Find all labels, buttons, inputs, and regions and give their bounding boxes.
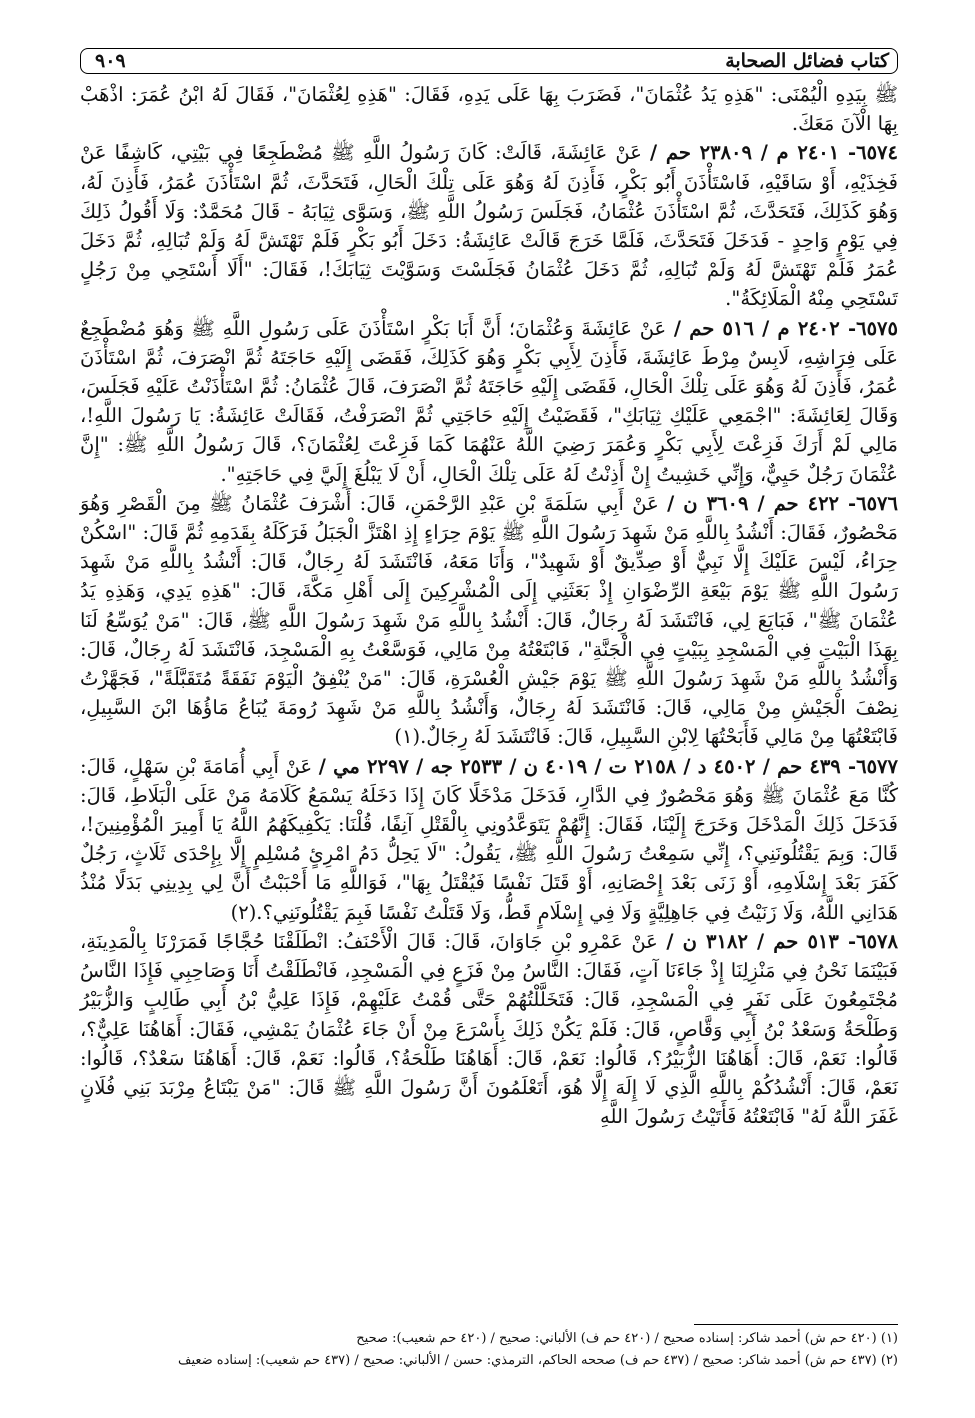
hadith-text: عَنْ عَائِشَةَ، قَالَتْ: كَانَ رَسُولُ اللَّهِ ﷺ مُضْطَجِعًا فِي بَيْتِي، كَاشِفًا عَنْ فَخِذَيْهِ، أَوْ سَاقَيْهِ، فَاسْتَأْذَنَ أَبُو بَكْرٍ، فَأَذِنَ لَهُ وَهُوَ عَلَى تِلْكَ الْحَالِ، فَتَحَدَّثَ، ثُمَّ اسْتَأْذَنَ عُمَرُ، فَأَذِنَ لَهُ، وَهُوَ كَذَلِكَ، فَتَحَدَّثَ، ثُمَّ اسْتَأْذَنَ عُثْمَانُ، فَجَلَسَ رَسُولُ اللَّهِ ﷺ، وَسَوَّى ثِيَابَهُ - قَالَ مُحَمَّدٌ: وَلَا أَقُولُ ذَلِكَ فِي يَوْمٍ وَاحِدٍ - فَدَخَلَ فَتَحَدَّثَ، فَلَمَّا خَرَجَ قَالَتْ عَائِشَةُ: دَخَلَ أَبُو بَكْرٍ فَلَمْ تَهْتَشَّ لَهُ وَلَمْ تُبَالِهِ، ثُمَّ دَخَلَ عُمَرُ فَلَمْ تَهْتَشَّ لَهُ وَلَمْ تُبَالِهِ، ثُمَّ دَخَلَ عُثْمَانُ فَجَلَسْتَ وَسَوَّيْتَ ثِيَابَكَ!، فَقَالَ: "أَلَا أَسْتَحِي مِنْ رَجُلٍ تَسْتَحِي مِنْهُ الْمَلَائِكَةُ". <box>80 141 898 311</box>
hadith-6574 <box>80 138 898 313</box>
page-header <box>80 48 898 74</box>
footnote-divider <box>694 1324 898 1325</box>
hadith-number: ٦٥٧٥- ٢٤٠٢ م / ٥١٦ حم / <box>673 316 899 340</box>
footnote-2: (٢) (٤٣٧ حم ش) أحمد شاكر: صحيح / (٤٣٧ حم ف) صححه الحاكم، الترمذي: حسن / الألباني: صحيح / (٤٣٧ حم شعيب): إسناده ضعيف <box>177 1353 898 1368</box>
page-number: ٩٠٩ <box>95 50 126 72</box>
hadith-6575 <box>80 314 898 489</box>
continuation-paragraph: ﷺ بِيَدِهِ الْيُمْنَى: "هَذِهِ يَدُ عُثْمَانَ"، فَضَرَبَ بِهَا عَلَى يَدِهِ، فَقَالَ: "هَذِهِ لِعُثْمَانَ"، فَقَالَ لَهُ ابْنُ عُمَرَ: اذْهَبْ بِهَا الْآنَ مَعَكَ. <box>80 83 898 136</box>
hadith-6577 <box>80 752 898 927</box>
footnotes <box>80 1328 898 1372</box>
hadith-number: ٦٥٧٧- ٤٣٩ حم / ٤٥٠٢ د / ٢١٥٨ ت / ٤٠١٩ ن / ٢٥٣٣ جه / ٢٢٩٧ مي / <box>318 754 898 778</box>
hadith-6576 <box>80 489 898 752</box>
book-title: كتاب فضائل الصحابة <box>725 50 889 72</box>
hadith-text: عَنْ عَائِشَةَ وَعُثْمَانَ؛ أَنَّ أَبَا بَكْرٍ اسْتَأْذَنَ عَلَى رَسُولِ اللَّهِ ﷺ وَهُوَ مُضْطَجِعٌ عَلَى فِرَاشِهِ، لَابِسٌ مِرْطَ عَائِشَةَ، فَأَذِنَ لِأَبِي بَكْرٍ وَهُوَ كَذَلِكَ، فَقَضَى إِلَيْهِ حَاجَتَهُ ثُمَّ انْصَرَفَ، ثُمَّ اسْتَأْذَنَ عُمَرُ، فَأَذِنَ لَهُ وَهُوَ عَلَى تِلْكَ الْحَالِ، فَقَضَى إِلَيْهِ حَاجَتَهُ ثُمَّ انْصَرَفَ، قَالَ عُثْمَانُ: ثُمَّ اسْتَأْذَنْتُ عَلَيْهِ فَجَلَسَ، وَقَالَ لِعَائِشَةَ: "اجْمَعِي عَلَيْكِ ثِيَابَكِ"، فَقَضَيْتُ إِلَيْهِ حَاجَتِي ثُمَّ انْصَرَفْتُ، فَقَالَتْ عَائِشَةُ: يَا رَسُولَ اللَّهِ!، مَالِي لَمْ أَرَكَ فَزِعْتَ لِأَبِي بَكْرٍ وَعُمَرَ رَضِيَ اللَّهُ عَنْهُمَا كَمَا فَزِعْتَ لِعُثْمَانَ؟، قَالَ رَسُولُ اللَّهِ ﷺ: "إِنَّ عُثْمَانَ رَجُلٌ حَيِيٌّ، وَإِنِّي خَشِيتُ إِنْ أَذِنْتُ لَهُ عَلَى تِلْكَ الْحَالِ، أَنْ لَا يَبْلُغَ إِلَيَّ فِي حَاجَتِهِ". <box>80 316 898 486</box>
hadith-text: عَنْ أَبِي سَلَمَةَ بْنِ عَبْدِ الرَّحْمَنِ، قَالَ: أَشْرَفَ عُثْمَانُ ﷺ مِنَ الْقَصْرِ وَهُوَ مَحْصُورٌ، فَقَالَ: أَنْشُدُ بِاللَّهِ مَنْ شَهِدَ رَسُولَ اللَّهِ ﷺ يَوْمَ حِرَاءٍ إِذِ اهْتَزَّ الْجَبَلُ فَرَكَلَهُ بِقَدَمِهِ ثُمَّ قَالَ: "اسْكُنْ حِرَاءُ، لَيْسَ عَلَيْكَ إِلَّا نَبِيٌّ أَوْ صِدِّيقٌ أَوْ شَهِيدٌ"، وَأَنَا مَعَهُ، فَانْتَشَدَ لَهُ رِجَالٌ، قَالَ: أَنْشُدُ بِاللَّهِ مَنْ شَهِدَ رَسُولَ اللَّهِ ﷺ يَوْمَ بَيْعَةِ الرِّضْوَانِ إِذْ بَعَثَنِي إِلَى الْمُشْرِكِينَ إِلَى أَهْلِ مَكَّةَ، قَالَ: "هَذِهِ يَدِي، وَهَذِهِ يَدُ عُثْمَانَ ﷺ"، فَبَايَعَ لِي، فَانْتَشَدَ لَهُ رِجَالٌ، قَالَ: أَنْشُدُ بِاللَّهِ مَنْ شَهِدَ رَسُولَ اللَّهِ ﷺ، قَالَ: "مَنْ يُوَسِّعُ لَنَا بِهَذَا الْبَيْتِ فِي الْمَسْجِدِ بِبَيْتٍ فِي الْجَنَّةِ"، فَابْتَعْتُهُ مِنْ مَالِي، فَوَسَّعْتُ بِهِ الْمَسْجِدَ، فَانْتَشَدَ لَهُ رِجَالٌ، قَالَ: وَأَنْشُدُ بِاللَّهِ مَنْ شَهِدَ رَسُولَ اللَّهِ ﷺ يَوْمَ جَيْشِ الْعُسْرَةِ، قَالَ: "مَنْ يُنْفِقُ الْيَوْمَ نَفَقَةً مُتَقَبَّلَةً"، فَجَهَّزْتُ نِصْفَ الْجَيْشِ مِنْ مَالِي، قَالَ: فَانْتَشَدَ لَهُ رِجَالٌ، وَأَنْشُدُ بِاللَّهِ مَنْ شَهِدَ رُومَةَ يُبَاعُ مَاؤُهَا ابْنَ السَّبِيلِ، فَابْتَعْتُهَا مِنْ مَالِي فَأَبَحْتُهَا لِابْنِ السَّبِيلِ، قَالَ: فَانْتَشَدَ لَهُ رِجَالٌ.(١) <box>79 491 898 749</box>
hadith-text: عَنْ عَمْرِو بْنِ جَاوَانَ، قَالَ: قَالَ الْأَحْنَفُ: انْطَلَقْنَا حُجَّاجًا فَمَرَرْنَا بِالْمَدِينَةِ، فَبَيْنَمَا نَحْنُ فِي مَنْزِلِنَا إِذْ جَاءَنَا آتٍ، فَقَالَ: النَّاسُ مِنْ فَزَعٍ فِي الْمَسْجِدِ، فَانْطَلَقْتُ أَنَا وَصَاحِبِي فَإِذَا النَّاسُ مُجْتَمِعُونَ عَلَى نَفَرٍ فِي الْمَسْجِدِ، قَالَ: فَتَخَلَّلْتُهُمْ حَتَّى قُمْتُ عَلَيْهِمْ، فَإِذَا عَلِيُّ بْنُ أَبِي طَالِبٍ وَالزُّبَيْرُ وَطَلْحَةُ وَسَعْدُ بْنُ أَبِي وَقَّاصٍ، قَالَ: فَلَمْ يَكُنْ ذَلِكَ بِأَسْرَعَ مِنْ أَنْ جَاءَ عُثْمَانُ يَمْشِي، فَقَالَ: أَهَاهُنَا عَلِيٌّ؟، قَالُوا: نَعَمْ، قَالَ: أَهَاهُنَا الزُّبَيْرُ؟، قَالُوا: نَعَمْ، قَالَ: أَهَاهُنَا طَلْحَةُ؟، قَالُوا: نَعَمْ، قَالَ: أَهَاهُنَا سَعْدٌ؟، قَالُوا: نَعَمْ، قَالَ: أَنْشُدُكُمْ بِاللَّهِ الَّذِي لَا إِلَهَ إِلَّا هُوَ، أَتَعْلَمُونَ أَنَّ رَسُولَ اللَّهِ ﷺ قَالَ: "مَنْ يَبْتَاعُ مِرْبَدَ بَنِي فُلَانٍ غَفَرَ اللَّهُ لَهُ" فَابْتَعْتُهُ فَأَتَيْتُ رَسُولَ اللَّهِ <box>80 929 898 1129</box>
footnote-1: (١) (٤٢٠ حم ش) أحمد شاكر: إسناده صحيح / (٤٢٠ حم ف) الألباني: صحيح / (٤٢٠ حم شعيب): صحيح <box>356 1331 898 1346</box>
main-text <box>80 80 898 1131</box>
hadith-number: ٦٥٧٦- ٤٢٢ حم / ٣٦٠٩ ن / <box>667 491 898 515</box>
hadith-text: عَنْ أَبِي أُمَامَةَ بْنِ سَهْلٍ، قَالَ: كُنَّا مَعَ عُثْمَانَ ﷺ وَهُوَ مَحْصُورٌ فِي الدَّارِ، فَدَخَلَ مَدْخَلًا كَانَ إِذَا دَخَلَهُ يَسْمَعُ كَلَامَهُ مَنْ عَلَى الْبَلَاطِ، قَالَ: فَدَخَلَ ذَلِكَ الْمَدْخَلَ وَخَرَجَ إِلَيْنَا، فَقَالَ: إِنَّهُمْ يَتَوَعَّدُونِي بِالْقَتْلِ آنِفًا، قُلْنَا: يَكْفِيكَهُمُ اللَّهُ يَا أَمِيرَ الْمُؤْمِنِينَ!، قَالَ: وَبِمَ يَقْتُلُونَنِي؟، إِنِّي سَمِعْتُ رَسُولَ اللَّهِ ﷺ، يَقُولُ: "لَا يَحِلُّ دَمُ امْرِئٍ مُسْلِمٍ إِلَّا بِإِحْدَى ثَلَاثٍ، رَجُلٌ كَفَرَ بَعْدَ إِسْلَامِهِ، أَوْ زَنَى بَعْدَ إِحْصَانِهِ، أَوْ قَتَلَ نَفْسًا فَيُقْتَلُ بِهَا"، فَوَاللَّهِ مَا أَحْبَبْتُ أَنَّ لِي بِدِينِي بَدَلًا مُنْذُ هَدَانِي اللَّهُ، وَلَا زَنَيْتُ فِي جَاهِلِيَّةٍ وَلَا فِي إِسْلَامٍ قَطُّ، وَلَا قَتَلْتُ نَفْسًا فَبِمَ يَقْتُلُونَنِي؟.(٢) <box>80 754 898 924</box>
hadith-6578 <box>80 927 898 1131</box>
hadith-number: ٦٥٧٨- ٥١٣ حم / ٣١٨٢ ن / <box>666 929 898 953</box>
hadith-number: ٦٥٧٤- ٢٤٠١ م / ٢٣٨٠٩ حم / <box>650 141 898 165</box>
